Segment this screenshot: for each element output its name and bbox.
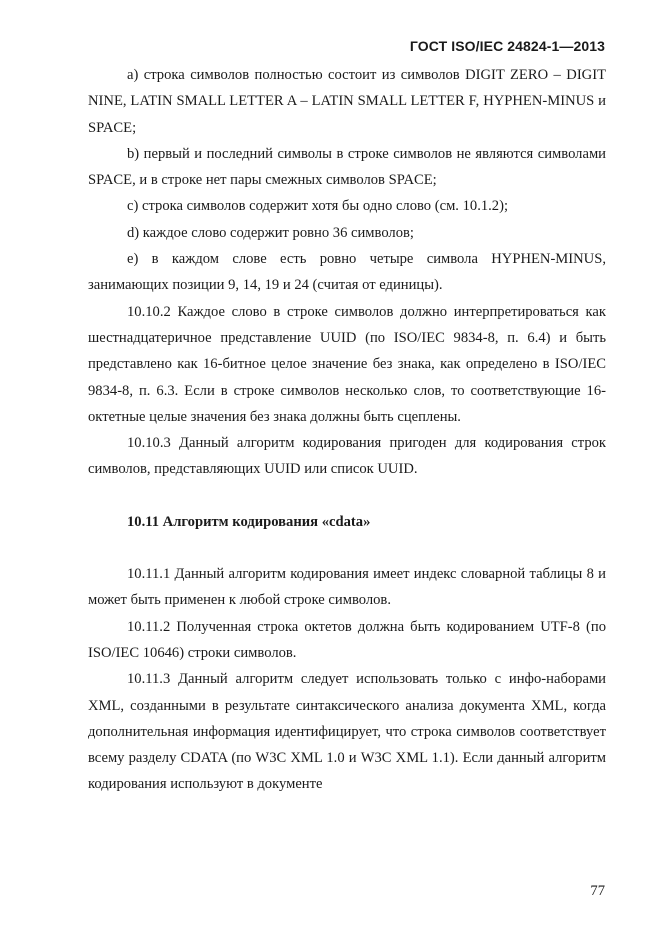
clause-10-11-3: 10.11.3 Данный алгоритм следует использовать только с инфо-наборами XML, созданными в результате синтаксического анализа документа XML, когда дополнительная информация идентифицирует, что строка символов соответствует всему разделу CDATA (по W3C XML 1.0 и W3C XML 1.1). Если данный алгоритм кодирования используют в документе xyxy=(88,671,606,793)
document-code-header: ГОСТ ISO/IEC 24824-1—2013 xyxy=(409,38,605,54)
section-heading-10-11: 10.11 Алгоритм кодирования «cdata» xyxy=(127,513,371,530)
clause-10-10-3: 10.10.3 Данный алгоритм кодирования пригоден для кодирования строк символов, представляющих UUID или список UUID. xyxy=(88,435,606,478)
list-item-d: d) каждое слово содержит ровно 36 символов; xyxy=(127,224,414,241)
list-item-b: b) первый и последний символы в строке символов не являются символами SPACE, и в строке нет пары смежных символов SPACE; xyxy=(88,145,606,189)
clause-10-11-2: 10.11.2 Полученная строка октетов должна быть кодированием UTF-8 (по ISO/IEC 10646) строки символов. xyxy=(88,618,606,661)
list-item-e: e) в каждом слове есть ровно четыре символа HYPHEN-MINUS, занимающих позиции 9, 14, 19 и 24 (считая от единицы). xyxy=(88,251,606,294)
clause-10-10-2: 10.10.2 Каждое слово в строке символов должно интерпретироваться как шестнадцатеричное представление UUID (по ISO/IEC 9834-8, п. 6.4) и быть представлено как 16-битное целое значение без знака, как определено в ISO/IEC 9834-8, п. 6.3. Если в строке символов несколько слов, то соответствующие 16-октетные целые значения без знака должны быть сцеплены. xyxy=(88,303,606,425)
page-number: 77 xyxy=(590,883,605,899)
clause-10-11-1: 10.11.1 Данный алгоритм кодирования имеет индекс словарной таблицы 8 и может быть применен к любой строке символов. xyxy=(88,566,606,609)
list-item-a: а) строка символов полностью состоит из символов DIGIT ZERO – DIGIT NINE, LATIN SMALL LETTER A – LATIN SMALL LETTER F, HYPHEN-MINUS и SPACE; xyxy=(88,67,606,136)
list-item-c: c) строка символов содержит хотя бы одно слово (см. 10.1.2); xyxy=(127,198,509,215)
document-body xyxy=(88,62,606,798)
